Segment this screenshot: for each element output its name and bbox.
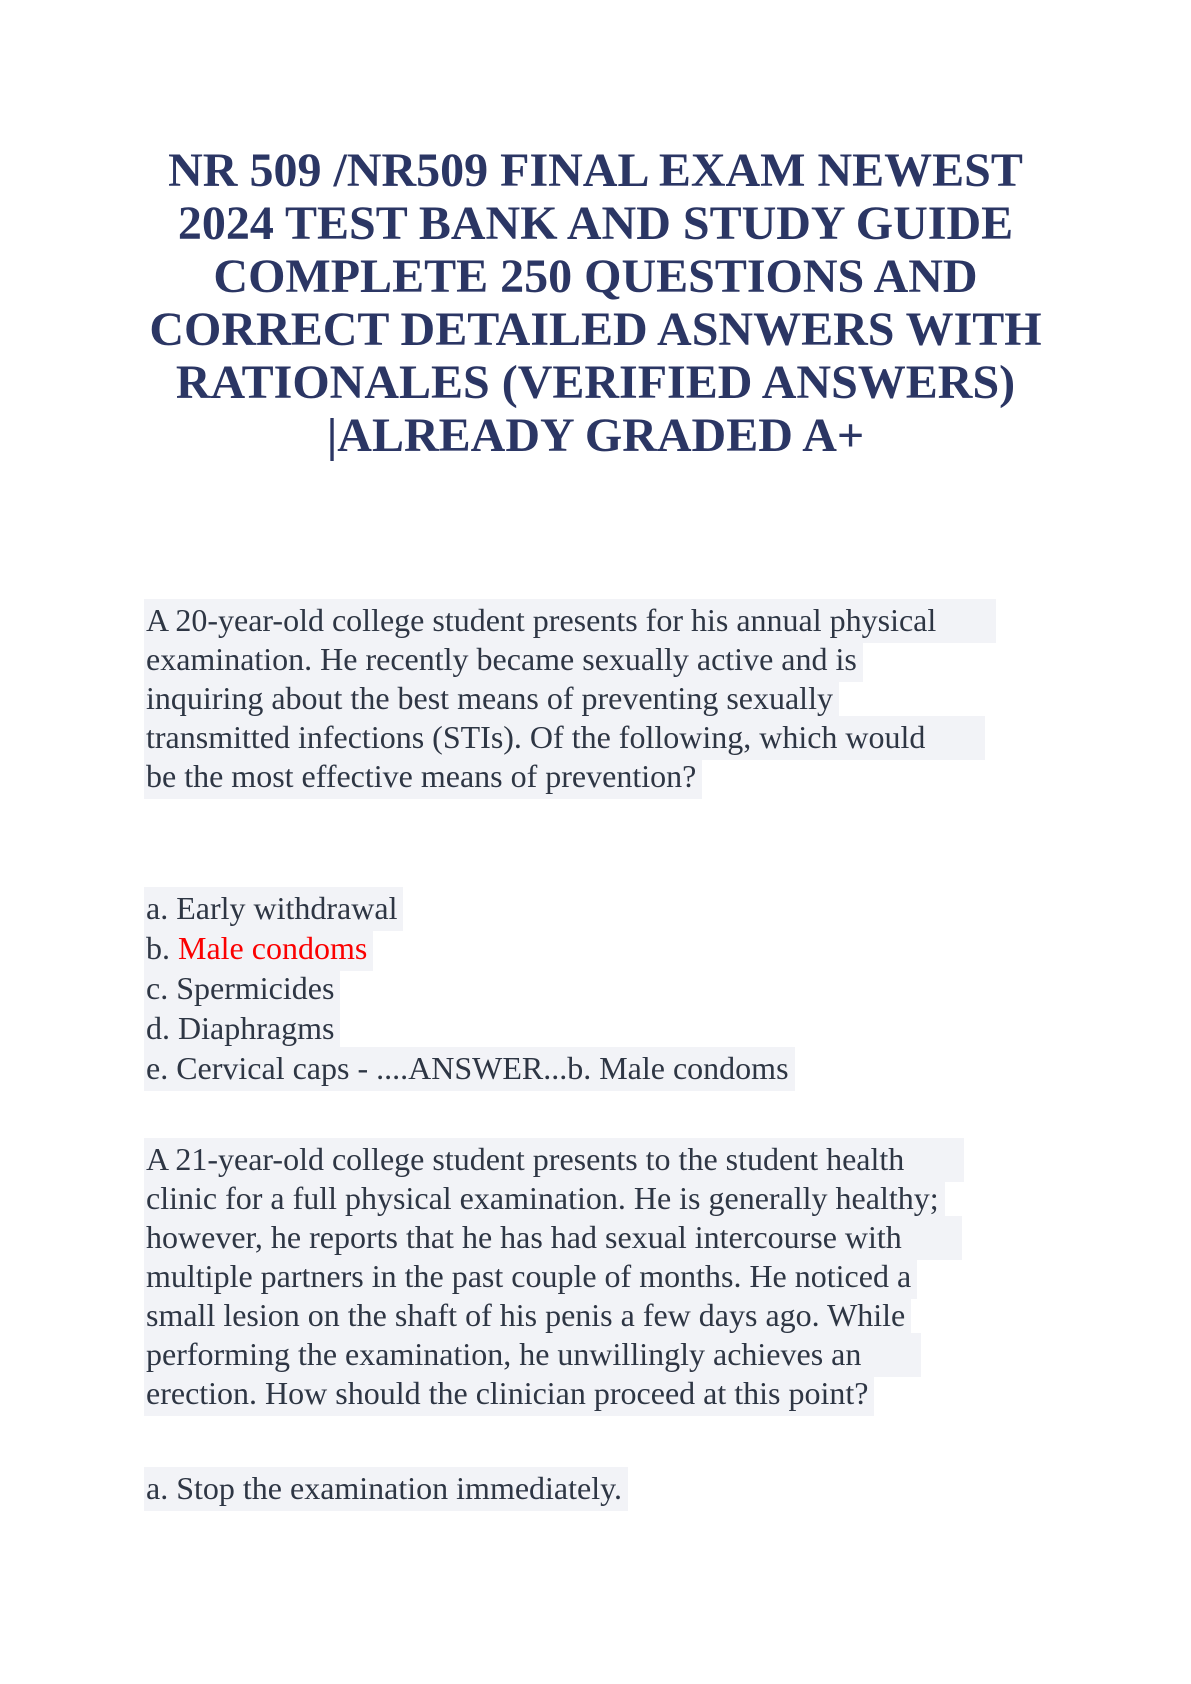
option-c (144, 968, 1154, 1008)
question-line (144, 1257, 1154, 1296)
option-b-prefix: b. (146, 930, 178, 966)
question-line (144, 601, 1154, 640)
question-2-option-a (144, 1469, 1154, 1508)
highlighted-text: a. Early withdrawal (144, 887, 403, 931)
title-line: |ALREADY GRADED A+ (326, 409, 865, 462)
highlighted-text: d. Diaphragms (144, 1007, 340, 1051)
question-line (144, 1296, 1154, 1335)
question-line (144, 679, 1154, 718)
title-line: COMPLETE 250 QUESTIONS AND (213, 250, 978, 303)
question-line (144, 1374, 1154, 1413)
question-2-paragraph (144, 1140, 1154, 1413)
highlighted-text (144, 927, 373, 971)
document-title (0, 144, 1191, 462)
highlighted-text: c. Spermicides (144, 967, 340, 1011)
title-line: RATIONALES (VERIFIED ANSWERS) (175, 356, 1016, 409)
question-1-options (144, 888, 1154, 1088)
highlighted-text: transmitted infections (STIs). Of the following, which would (144, 716, 985, 760)
question-line (144, 1335, 1154, 1374)
question-line (144, 640, 1154, 679)
option-d (144, 1008, 1154, 1048)
option-a (144, 1469, 1154, 1508)
option-e-with-answer (144, 1048, 1154, 1088)
title-line: 2024 TEST BANK AND STUDY GUIDE (177, 197, 1014, 250)
highlighted-text: a. Stop the examination immediately. (144, 1467, 628, 1511)
highlighted-text: small lesion on the shaft of his penis a few days ago. While (144, 1294, 911, 1338)
highlighted-text: A 21-year-old college student presents to the student health (144, 1138, 964, 1182)
highlighted-text: e. Cervical caps - ....ANSWER...b. Male condoms (144, 1047, 795, 1091)
question-line (144, 1140, 1154, 1179)
question-line (144, 1218, 1154, 1257)
title-line: CORRECT DETAILED ASNWERS WITH (149, 303, 1042, 356)
correct-answer-text: Male condoms (178, 930, 368, 966)
highlighted-text: clinic for a full physical examination. He is generally healthy; (144, 1177, 945, 1221)
highlighted-text: be the most effective means of prevention? (144, 755, 702, 799)
question-line (144, 718, 1154, 757)
highlighted-text: A 20-year-old college student presents for his annual physical (144, 599, 996, 643)
option-b (144, 928, 1154, 968)
highlighted-text: however, he reports that he has had sexual intercourse with (144, 1216, 962, 1260)
option-a (144, 888, 1154, 928)
highlighted-text: erection. How should the clinician proceed at this point? (144, 1372, 874, 1416)
question-line (144, 1179, 1154, 1218)
highlighted-text: performing the examination, he unwillingly achieves an (144, 1333, 921, 1377)
question-line (144, 757, 1154, 796)
highlighted-text: multiple partners in the past couple of months. He noticed a (144, 1255, 917, 1299)
highlighted-text: examination. He recently became sexually active and is (144, 638, 863, 682)
title-line: NR 509 /NR509 FINAL EXAM NEWEST (168, 144, 1023, 197)
question-1-paragraph (144, 601, 1154, 796)
highlighted-text: inquiring about the best means of preventing sexually (144, 677, 839, 721)
